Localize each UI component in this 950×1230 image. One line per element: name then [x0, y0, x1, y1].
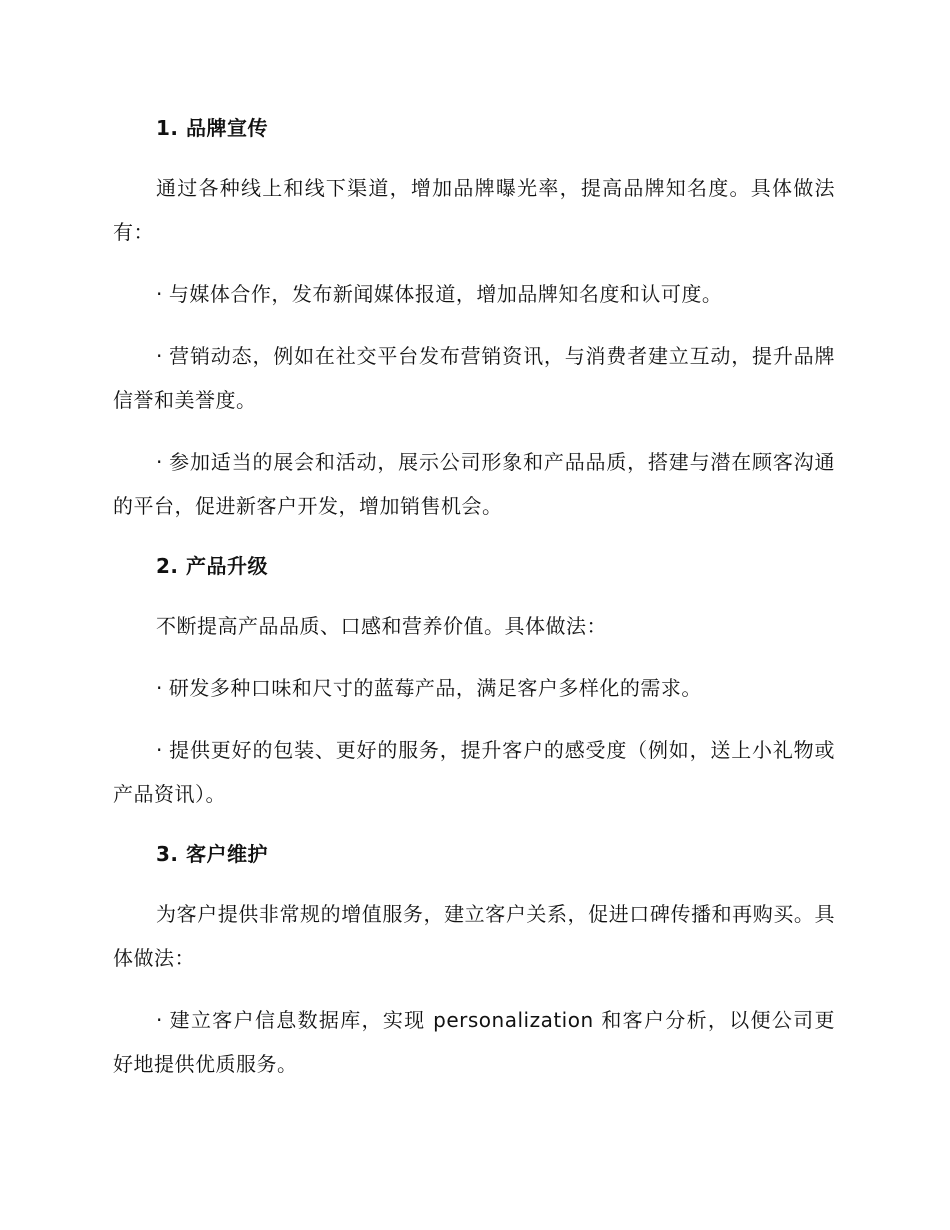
bullet-symbol: · — [156, 282, 163, 306]
bullet-symbol: · — [156, 1008, 163, 1032]
document-body — [113, 108, 835, 1104]
bullet-symbol: · — [156, 344, 163, 368]
bullet-item — [113, 728, 835, 816]
bullet-item — [113, 272, 835, 316]
section-heading: 3. 客户维护 — [156, 842, 268, 866]
section-intro: 为客户提供非常规的增值服务，建立客户关系，促进口碑传播和再购买。具体做法： — [113, 902, 835, 970]
section-heading: 1. 品牌宣传 — [156, 116, 268, 140]
section-intro: 通过各种线上和线下渠道，增加品牌曝光率，提高品牌知名度。具体做法有： — [113, 176, 835, 244]
bullet-symbol: · — [156, 450, 163, 474]
bullet-text: 与媒体合作，发布新闻媒体报道，增加品牌知名度和认可度。 — [168, 282, 723, 306]
bullet-item — [113, 998, 835, 1086]
bullet-text: 参加适当的展会和活动，展示公司形象和产品品质，搭建与潜在顾客沟通的平台，促进新客户开发，增加销售机会。 — [113, 450, 835, 518]
bullet-symbol: · — [156, 676, 163, 700]
section-heading: 2. 产品升级 — [156, 554, 268, 578]
bullet-symbol: · — [156, 738, 163, 762]
bullet-item — [113, 334, 835, 422]
bullet-text: 提供更好的包装、更好的服务，提升客户的感受度（例如，送上小礼物或产品资讯）。 — [113, 738, 835, 806]
bullet-item — [113, 666, 835, 710]
bullet-text: 营销动态，例如在社交平台发布营销资讯，与消费者建立互动，提升品牌信誉和美誉度。 — [113, 344, 835, 412]
bullet-text: 研发多种口味和尺寸的蓝莓产品，满足客户多样化的需求。 — [168, 676, 702, 700]
section-intro: 不断提高产品品质、口感和营养价值。具体做法： — [156, 614, 607, 638]
bullet-item — [113, 440, 835, 528]
bullet-text: 建立客户信息数据库，实现 personalization 和客户分析，以便公司更好地提供优质服务。 — [113, 1008, 835, 1076]
